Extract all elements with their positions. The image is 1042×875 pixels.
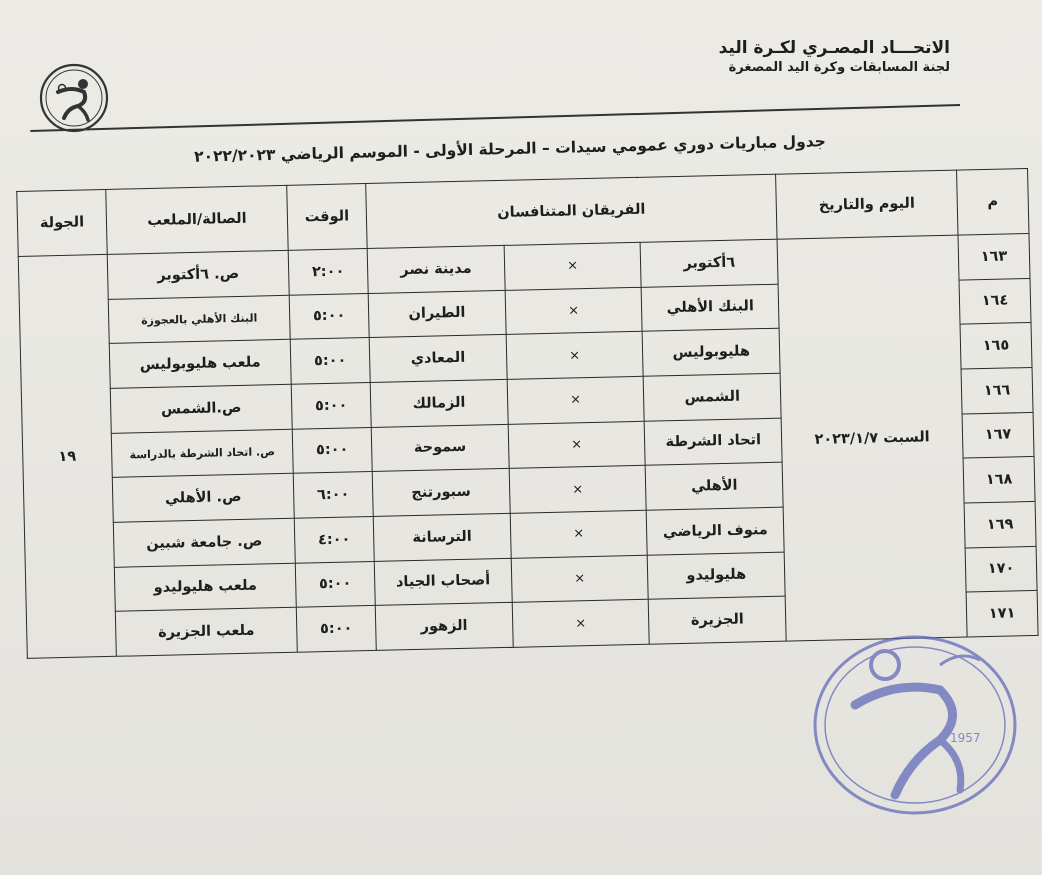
match-time: ٢:٠٠: [288, 249, 368, 295]
match-venue: ملعب هليوبوليس: [109, 340, 291, 389]
organization-header: [719, 38, 950, 75]
away-team: سبورتنج: [372, 469, 510, 517]
away-team: الزهور: [375, 603, 513, 651]
home-team: الجزيرة: [649, 596, 787, 644]
match-number: ١٦٣: [958, 233, 1030, 279]
stamp-year: 1957: [950, 731, 981, 745]
match-venue: ص. اتحاد الشرطة بالدراسة: [111, 429, 293, 478]
away-team: أصحاب الجياد: [374, 558, 512, 606]
match-number: ١٧١: [966, 591, 1038, 637]
home-team: هليوليدو: [648, 552, 786, 600]
match-time: ٥:٠٠: [291, 382, 371, 428]
vs-symbol: ×: [509, 466, 647, 514]
match-time: ٥:٠٠: [296, 606, 376, 653]
away-team: الترسانة: [373, 513, 511, 561]
federation-stamp-icon: [800, 620, 1020, 820]
away-team: الزمالك: [370, 379, 508, 427]
match-number: ١٦٤: [959, 278, 1031, 324]
away-team: الطيران: [368, 290, 506, 338]
organization-name: الاتحـــاد المصـري لكـرة اليد: [718, 38, 950, 58]
vs-symbol: ×: [504, 242, 642, 290]
home-team: الشمس: [643, 373, 781, 421]
away-team: سموحة: [371, 424, 509, 472]
match-time: ٥:٠٠: [289, 293, 369, 339]
match-time: ٥:٠٠: [295, 561, 375, 607]
match-venue: ملعب هليوليدو: [114, 563, 296, 612]
vs-symbol: ×: [507, 376, 645, 424]
match-date: السبت ٢٠٢٣/١/٧: [777, 235, 967, 641]
header-divider: [30, 104, 960, 132]
committee-name: لجنة المسابقات وكرة اليد المصغرة: [728, 60, 950, 75]
match-venue: ص. ٦أكتوبر: [107, 250, 289, 299]
match-time: ٥:٠٠: [290, 338, 370, 384]
round-number: ١٩: [18, 254, 116, 658]
match-venue: ص.الشمس: [110, 384, 292, 433]
match-venue: ص. جامعة شبين: [113, 518, 295, 567]
header-venue: الصالة/الملعب: [106, 185, 288, 254]
match-number: ١٧٠: [965, 546, 1037, 592]
match-number: ١٦٩: [964, 501, 1036, 547]
match-venue: ملعب الجزيرة: [115, 607, 297, 656]
header-num: م: [957, 169, 1029, 236]
schedule-table: [16, 168, 1038, 659]
away-team: مدينة نصر: [367, 245, 505, 293]
home-team: البنك الأهلي: [641, 284, 779, 332]
match-time: ٤:٠٠: [294, 516, 374, 562]
away-team: المعادي: [369, 335, 507, 383]
match-number: ١٦٧: [962, 412, 1034, 458]
match-venue: ص. الأهلي: [112, 474, 294, 523]
header-time: الوقت: [287, 184, 367, 251]
vs-symbol: ×: [508, 421, 646, 469]
vs-symbol: ×: [505, 287, 643, 335]
header-teams: الفريقان المتنافسان: [366, 174, 777, 248]
home-team: منوف الرياضي: [647, 507, 785, 555]
header-date: اليوم والتاريخ: [776, 170, 958, 239]
vs-symbol: ×: [511, 555, 649, 603]
header-round: الجولة: [17, 189, 107, 256]
handball-federation-logo-icon: [38, 62, 110, 134]
vs-symbol: ×: [512, 599, 650, 647]
vs-symbol: ×: [506, 332, 644, 380]
home-team: اتحاد الشرطة: [644, 418, 782, 466]
schedule-table-wrapper: [16, 168, 1038, 659]
vs-symbol: ×: [510, 510, 648, 558]
schedule-title: جدول مباريات دوري عمومي سيدات – المرحلة الأولى - الموسم الرياضي ٢٠٢٢/٢٠٢٣: [193, 132, 827, 166]
match-venue: البنك الأهلي بالعجوزة: [108, 295, 290, 344]
match-time: ٥:٠٠: [292, 427, 372, 473]
match-time: ٦:٠٠: [293, 472, 373, 518]
home-team: الأهلي: [645, 462, 783, 510]
home-team: هليوبوليس: [642, 329, 780, 377]
match-number: ١٦٨: [963, 457, 1035, 503]
match-number: ١٦٥: [960, 323, 1032, 369]
match-number: ١٦٦: [961, 367, 1033, 413]
home-team: ٦أكتوبر: [640, 239, 778, 287]
